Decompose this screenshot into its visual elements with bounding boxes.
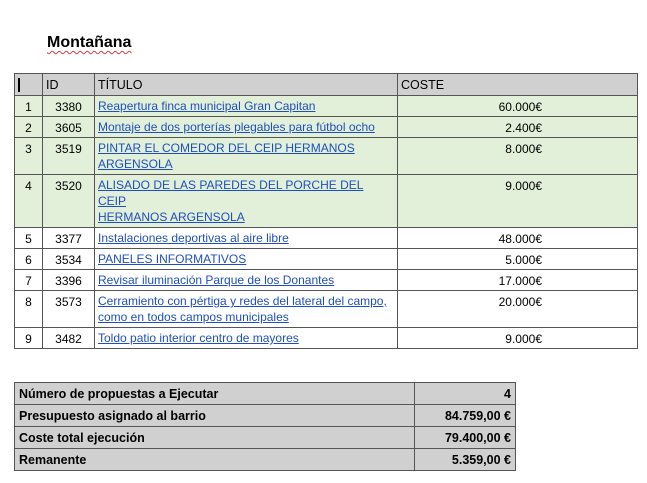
summary-row-total: [15, 427, 516, 449]
table-row: [15, 328, 638, 349]
header-id: ID: [43, 74, 95, 96]
row-number: 6: [15, 249, 43, 270]
row-title: [95, 270, 398, 291]
row-cost: 9.000€: [398, 175, 638, 228]
summary-value: 4: [415, 383, 516, 405]
row-id: 3377: [43, 228, 95, 249]
summary-row-proposals: [15, 383, 516, 405]
row-number: 7: [15, 270, 43, 291]
proposal-link[interactable]: Revisar iluminación Parque de los Donantes: [98, 273, 335, 287]
proposal-link[interactable]: PANELES INFORMATIVOS: [98, 252, 247, 266]
row-cost: 60.000€: [398, 96, 638, 117]
table-row: [15, 175, 638, 228]
summary-label: Número de propuestas a Ejecutar: [15, 383, 415, 405]
summary-value: 84.759,00 €: [415, 405, 516, 427]
row-id: 3519: [43, 138, 95, 175]
row-cost: 8.000€: [398, 138, 638, 175]
table-row: [15, 138, 638, 175]
proposal-link[interactable]: Montaje de dos porterías plegables para fútbol ocho: [98, 120, 375, 134]
row-title: [95, 249, 398, 270]
row-number: 1: [15, 96, 43, 117]
summary-label: Remanente: [15, 449, 415, 471]
table-row: [15, 228, 638, 249]
proposal-link[interactable]: HERMANOS ARGENSOLA: [98, 210, 245, 224]
row-title: [95, 175, 398, 228]
table-row: [15, 249, 638, 270]
table-header-row: [15, 74, 638, 96]
row-number: 9: [15, 328, 43, 349]
row-title: [95, 96, 398, 117]
row-cost: 20.000€: [398, 291, 638, 328]
proposal-link[interactable]: ARGENSOLA: [98, 157, 173, 171]
proposal-link[interactable]: Cerramiento con pértiga y redes del lateral del campo,: [98, 294, 387, 308]
row-id: 3520: [43, 175, 95, 228]
row-cost: 17.000€: [398, 270, 638, 291]
summary-label: Presupuesto asignado al barrio: [15, 405, 415, 427]
summary-value: 5.359,00 €: [415, 449, 516, 471]
header-num: [15, 74, 43, 96]
text-cursor-icon: [18, 78, 20, 92]
header-cost: COSTE: [398, 74, 638, 96]
row-id: 3573: [43, 291, 95, 328]
row-title: [95, 228, 398, 249]
row-id: 3605: [43, 117, 95, 138]
summary-row-budget: [15, 405, 516, 427]
proposal-link[interactable]: Reapertura finca municipal Gran Capitan: [98, 99, 316, 113]
row-id: 3380: [43, 96, 95, 117]
row-cost: 5.000€: [398, 249, 638, 270]
row-cost: 2.400€: [398, 117, 638, 138]
row-number: 8: [15, 291, 43, 328]
proposals-table: [14, 73, 638, 349]
proposal-link[interactable]: como en todos campos municipales: [98, 310, 289, 324]
row-id: 3482: [43, 328, 95, 349]
row-title: [95, 291, 398, 328]
summary-label: Coste total ejecución: [15, 427, 415, 449]
row-title: [95, 328, 398, 349]
table-row: [15, 117, 638, 138]
row-cost: 9.000€: [398, 328, 638, 349]
row-number: 3: [15, 138, 43, 175]
summary-value: 79.400,00 €: [415, 427, 516, 449]
table-row: [15, 270, 638, 291]
row-number: 4: [15, 175, 43, 228]
row-cost: 48.000€: [398, 228, 638, 249]
row-title: [95, 117, 398, 138]
row-id: 3396: [43, 270, 95, 291]
summary-row-remaining: [15, 449, 516, 471]
proposal-link[interactable]: Toldo patio interior centro de mayores: [98, 331, 299, 345]
proposal-link[interactable]: ALISADO DE LAS PAREDES DEL PORCHE DEL CEIP: [98, 178, 364, 208]
proposal-link[interactable]: Instalaciones deportivas al aire libre: [98, 231, 289, 245]
summary-table: [14, 382, 516, 471]
table-row: [15, 96, 638, 117]
proposal-link[interactable]: PINTAR EL COMEDOR DEL CEIP HERMANOS: [98, 141, 355, 155]
row-number: 2: [15, 117, 43, 138]
table-row: [15, 291, 638, 328]
row-title: [95, 138, 398, 175]
row-number: 5: [15, 228, 43, 249]
header-title: TÍTULO: [95, 74, 398, 96]
page-title: Montañana: [47, 34, 132, 51]
row-id: 3534: [43, 249, 95, 270]
